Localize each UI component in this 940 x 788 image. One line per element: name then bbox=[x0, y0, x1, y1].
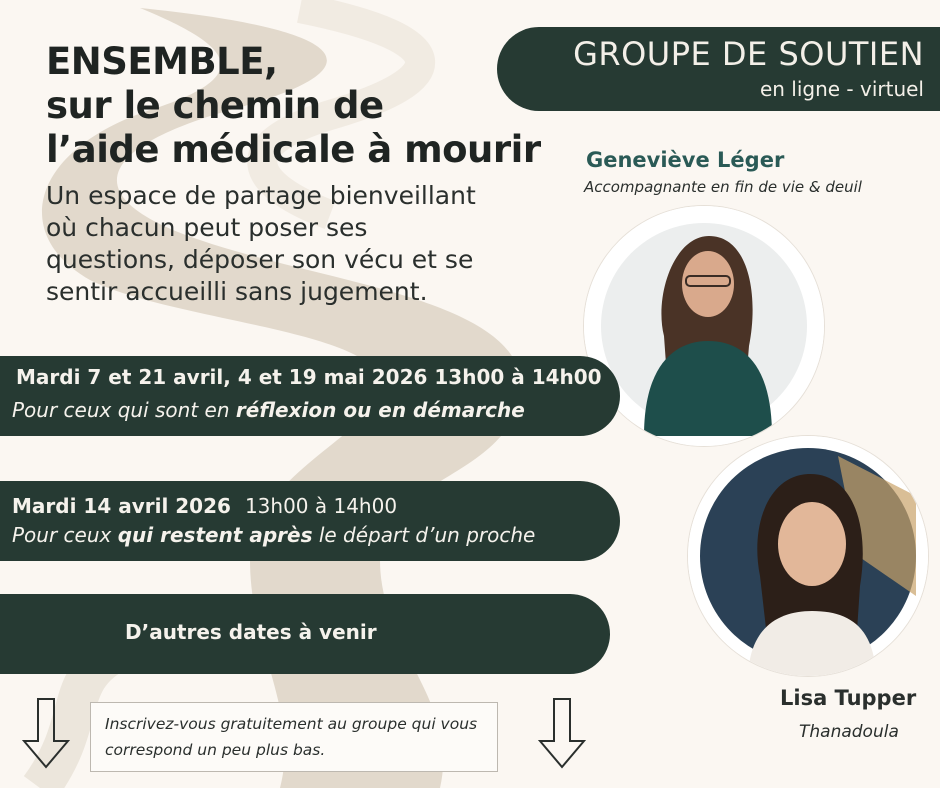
badge-title: GROUPE DE SOUTIEN bbox=[573, 35, 924, 73]
session-banner-1 bbox=[0, 356, 620, 436]
page-title bbox=[46, 40, 541, 172]
session-audience-2: Pour ceux qui restent après le départ d’un proche bbox=[12, 523, 536, 547]
session-time-2: 13h00 à 14h00 bbox=[244, 494, 398, 518]
intro-line: Un espace de partage bienveillant bbox=[46, 181, 476, 210]
arrow-down-icon bbox=[22, 697, 70, 769]
session-banner-2 bbox=[0, 481, 620, 561]
registration-callout bbox=[90, 702, 498, 772]
intro-line: où chacun peut poser ses bbox=[46, 213, 368, 242]
facilitator-photo-2 bbox=[688, 436, 928, 676]
facilitator-photo-1 bbox=[584, 206, 824, 446]
session-dates-2: Mardi 14 avril 2026 13h00 à 14h00 bbox=[12, 494, 398, 518]
registration-line: Inscrivez-vous gratuitement au groupe qui vous bbox=[105, 715, 478, 733]
facilitator-role-1: Accompagnante en fin de vie & deuil bbox=[584, 178, 862, 196]
support-group-badge bbox=[497, 27, 940, 111]
arrow-down-icon bbox=[538, 697, 586, 769]
intro-line: sentir accueilli sans jugement. bbox=[46, 277, 428, 306]
session-dates-1: Mardi 7 et 21 avril, 4 et 19 mai 2026 13h00 à 14h00 bbox=[16, 365, 602, 389]
title-line: ENSEMBLE, bbox=[46, 40, 278, 83]
facilitator-name-2: Lisa Tupper bbox=[780, 686, 917, 710]
title-line: l’aide médicale à mourir bbox=[46, 128, 541, 171]
facilitator-name-1: Geneviève Léger bbox=[586, 148, 785, 172]
session-audience-1: Pour ceux qui sont en réflexion ou en démarche bbox=[12, 398, 525, 422]
intro-text bbox=[46, 180, 526, 308]
registration-text bbox=[105, 711, 477, 763]
badge-subtitle: en ligne - virtuel bbox=[759, 77, 924, 101]
registration-line: correspond un peu plus bas. bbox=[105, 741, 326, 759]
facilitator-role-2: Thanadoula bbox=[799, 722, 899, 742]
title-line: sur le chemin de bbox=[46, 84, 384, 127]
session-banner-3 bbox=[0, 594, 610, 674]
more-dates-text: D’autres dates à venir bbox=[125, 620, 377, 644]
intro-line: questions, déposer son vécu et se bbox=[46, 245, 474, 274]
